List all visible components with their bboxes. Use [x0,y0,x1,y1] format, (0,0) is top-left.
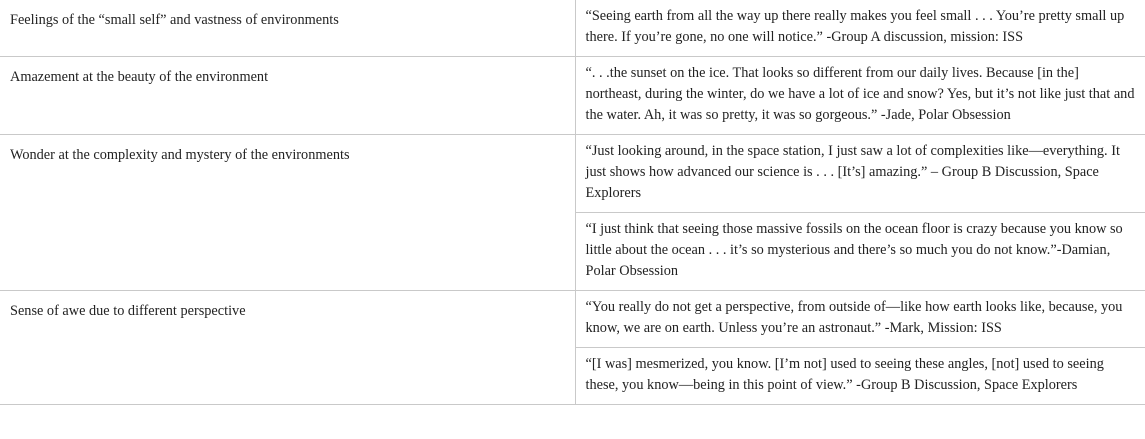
quote-cell [575,0,1145,57]
table-row [0,135,1145,213]
quote-cell [575,291,1145,348]
quote-cell [575,135,1145,213]
quote-cell [575,348,1145,405]
quote-text: “Seeing earth from all the way up there really makes you feel small . . . You’re pretty small up there. If you’re gone, no one will notice.” -Group A discussion, mission: ISS [585,8,1125,45]
table-row [0,0,1145,57]
table-row [0,57,1145,135]
quote-text: “I just think that seeing those massive fossils on the ocean floor is crazy because you know so little about the ocean . . . it’s so mysterious and there’s so much you do not know.”-Damian, Polar Obsession [585,221,1123,279]
theme-cell: Feelings of the “small self” and vastness of environments [0,0,575,57]
quote-cell [575,57,1145,135]
quote-cell [575,213,1145,291]
theme-cell: Sense of awe due to different perspective [0,291,575,405]
theme-cell: Amazement at the beauty of the environment [0,57,575,135]
quote-text: “. . .the sunset on the ice. That looks so different from our daily lives. Because [in the] northeast, during the winter, do we have a lot of ice and snow? Yes, but it’s not like just that and the water. Ah, it was so pretty, it was so gorgeous.” -Jade, Polar Obsession [585,65,1135,123]
table-row [0,291,1145,348]
quote-text: “[I was] mesmerized, you know. [I’m not] used to seeing these angles, [not] used to seeing these, you know—being in this point of view.” -Group B Discussion, Space Explorers [585,356,1104,393]
quote-text: “You really do not get a perspective, from outside of—like how earth looks like, because, you know, we are on earth. Unless you’re an astronaut.” -Mark, Mission: ISS [585,299,1123,336]
quote-text: “Just looking around, in the space station, I just saw a lot of complexities like—everything. It just shows how advanced our science is . . . [It’s] amazing.” – Group B Discussion, Space Explorers [585,143,1120,201]
theme-cell: Wonder at the complexity and mystery of the environments [0,135,575,291]
